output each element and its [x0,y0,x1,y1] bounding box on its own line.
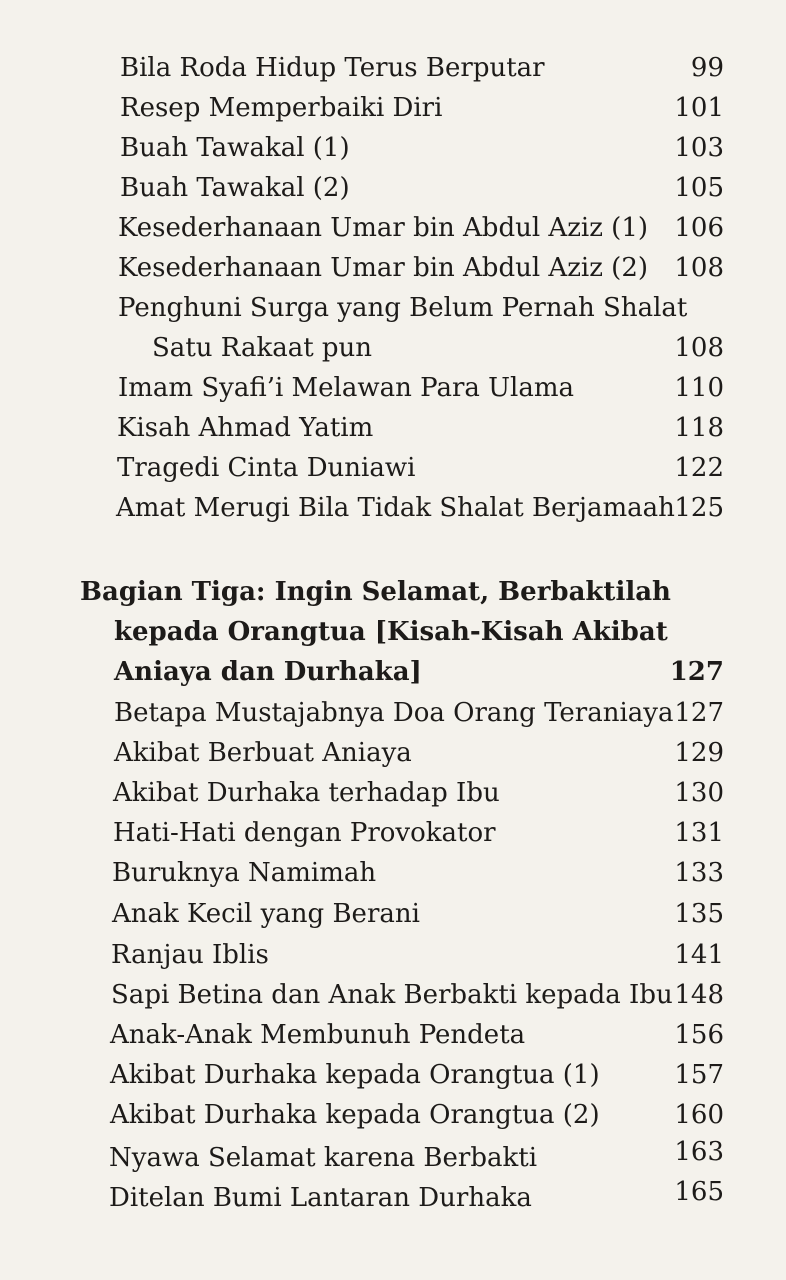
toc-entry-title: Resep Memperbaiki Diri [120,93,443,123]
toc-entry [0,1138,786,1178]
toc-entry-page: 135 [674,899,724,929]
toc-entry-title: Nyawa Selamat karena Berbakti [109,1143,538,1173]
toc-entry-page: 110 [674,373,724,403]
toc-entry-page: 141 [674,940,724,970]
toc-entry [0,773,786,813]
toc-entry [0,488,786,528]
toc-entry-page: 105 [674,173,724,203]
toc-entry-title: Anak-Anak Membunuh Pendeta [110,1020,526,1050]
toc-entry [0,248,786,288]
toc-entry-title-continuation: Satu Rakaat pun [152,333,373,363]
toc-entry [0,1015,786,1055]
toc-entry-page: 108 [674,253,724,283]
toc-entry-page: 103 [674,133,724,163]
toc-entry-page: 106 [674,213,724,243]
toc-entry [0,48,786,88]
toc-entry-title: Buruknya Namimah [112,858,377,888]
toc-entry-continuation [0,328,786,368]
section-heading-page: 127 [669,657,724,687]
toc-entry [0,1178,786,1218]
toc-entry-title: Kisah Ahmad Yatim [117,413,374,443]
toc-entry [0,408,786,448]
section-heading-text: Bagian Tiga: Ingin Selamat, Berbaktilah [80,577,671,607]
toc-entry-title: Kesederhanaan Umar bin Abdul Aziz (1) [118,213,649,243]
toc-entry [0,368,786,408]
toc-entry [0,448,786,488]
toc-entry-page: 108 [674,333,724,363]
toc-entry [0,935,786,975]
toc-entry [0,1055,786,1095]
toc-entry-page: 118 [674,413,724,443]
toc-entry-title: Bila Roda Hidup Terus Berputar [120,53,545,83]
section-heading-line [0,572,786,612]
toc-entry-title: Hati-Hati dengan Provokator [113,818,496,848]
toc-entry-page: 99 [690,53,724,83]
toc-entry-title: Kesederhanaan Umar bin Abdul Aziz (2) [118,253,649,283]
toc-entry-page: 129 [674,738,724,768]
toc-entry-title: Buah Tawakal (2) [120,173,350,203]
toc-entry-title: Buah Tawakal (1) [120,133,350,163]
toc-entry-title: Betapa Mustajabnya Doa Orang Teraniaya [114,698,674,728]
toc-entry-page: 156 [674,1020,724,1050]
toc-entry-title: Tragedi Cinta Duniawi [117,453,416,483]
toc-entry-page: 122 [674,453,724,483]
toc-entry [0,975,786,1015]
toc-entry-page: 101 [674,93,724,123]
toc-entry [0,168,786,208]
toc-entry [0,693,786,733]
toc-entry [0,1095,786,1135]
toc-entry-title: Sapi Betina dan Anak Berbakti kepada Ibu [111,980,673,1010]
toc-entry-title: Anak Kecil yang Berani [112,899,420,929]
toc-entry [0,853,786,893]
toc-entry-title: Akibat Durhaka terhadap Ibu [113,778,500,808]
section-heading-text: kepada Orangtua [Kisah-Kisah Akibat [114,617,668,647]
toc-entry-page: 125 [674,493,724,523]
toc-entry-title: Penghuni Surga yang Belum Pernah Shalat [118,293,688,323]
toc-entry [0,894,786,934]
toc-entry-page: 131 [674,818,724,848]
section-heading-text: Aniaya dan Durhaka] [114,657,422,687]
toc-entry [0,813,786,853]
toc-entry-title: Akibat Berbuat Aniaya [114,738,412,768]
toc-entry-title: Ditelan Bumi Lantaran Durhaka [109,1183,532,1213]
toc-entry-title: Akibat Durhaka kepada Orangtua (1) [110,1060,600,1090]
toc-entry [0,208,786,248]
section-heading-line [0,652,786,692]
toc-entry-title: Amat Merugi Bila Tidak Shalat Berjamaah [116,493,675,523]
toc-entry-page: 127 [674,698,724,728]
toc-entry-title: Imam Syafi’i Melawan Para Ulama [118,373,575,403]
toc-entry-page: 165 [674,1177,724,1207]
toc-entry-page: 160 [674,1100,724,1130]
toc-entry-page: 130 [674,778,724,808]
toc-entry-title: Akibat Durhaka kepada Orangtua (2) [110,1100,600,1130]
toc-entry-title: Ranjau Iblis [111,940,269,970]
toc-entry-page: 157 [674,1060,724,1090]
toc-entry [0,733,786,773]
toc-entry [0,128,786,168]
toc-entry-page: 148 [674,980,724,1010]
section-heading-line [0,612,786,652]
toc-entry [0,288,786,328]
toc-entry [0,88,786,128]
toc-entry-page: 133 [674,858,724,888]
toc-entry-page: 163 [674,1137,724,1167]
